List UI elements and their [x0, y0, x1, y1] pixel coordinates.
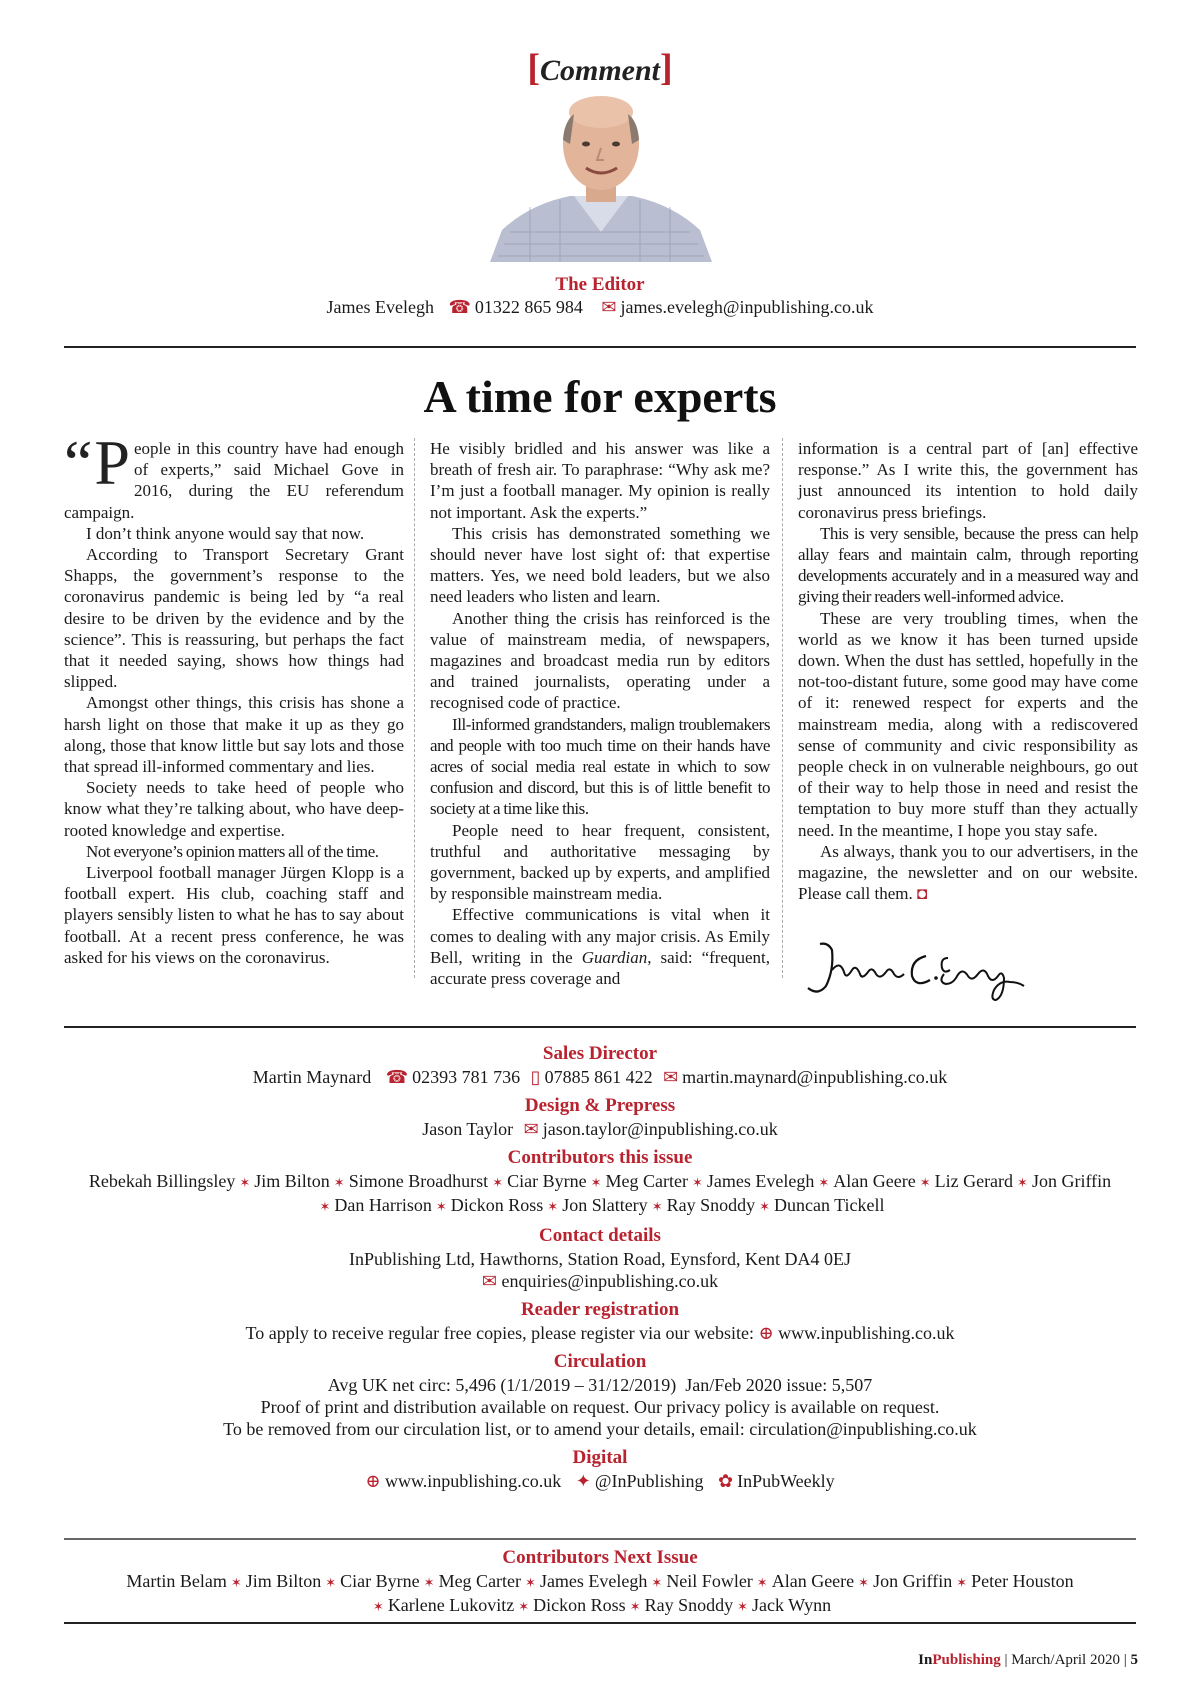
editor-title: The Editor: [555, 274, 645, 295]
contributor-name: Dan Harrison: [334, 1195, 432, 1215]
digital-line: [0, 1470, 1200, 1492]
text: , said: “frequent, accurate press coverage and: [430, 947, 770, 989]
contributors-line: [0, 1170, 1200, 1194]
end-mark-icon: ◘: [916, 884, 928, 904]
newsletter-icon: ✿: [717, 1471, 734, 1491]
separator-star-icon: ✶: [919, 1175, 931, 1190]
design-title: Design & Prepress: [524, 1095, 676, 1116]
divider-bottom: [64, 1622, 1136, 1624]
first-line: eople in this country have had: [134, 439, 348, 458]
twitter-icon: ✦: [575, 1471, 591, 1491]
phone-icon: ☎: [385, 1067, 409, 1087]
issue-date: March/April 2020: [1011, 1652, 1120, 1668]
first-para-rest: enough of experts,” said Michael Gove in 2016, during the EU referendum campaign.: [64, 439, 405, 522]
text: As always, thank you to our advertisers, in the magazine, the newsletter and on our website. Please call them.: [798, 841, 1138, 904]
circulation-title: Circulation: [553, 1351, 647, 1372]
paragraph: He visibly bridled and his answer was like a breath of fresh air. To paraphrase: “Why ask me? I’m just a football manager. My opinion is really not important. Ask the experts.”: [430, 439, 770, 522]
headline: A time for experts: [423, 371, 777, 422]
contributor-name: Ciar Byrne: [507, 1171, 587, 1191]
design-contact: [0, 1118, 1200, 1140]
email-icon: ✉: [663, 1067, 679, 1087]
page-footer: InPublishing | March/April 2020 | 5: [918, 1652, 1138, 1668]
column-divider: [414, 438, 415, 978]
contributor-name: Peter Houston: [971, 1571, 1074, 1591]
paragraph: [798, 841, 1138, 905]
contributor-name: Jon Griffin: [873, 1571, 953, 1591]
contributor-name: Meg Carter: [605, 1171, 688, 1191]
contributor-name: Dickon Ross: [533, 1595, 626, 1615]
mobile-icon: ▯: [530, 1067, 541, 1087]
separator-star-icon: ✶: [319, 1199, 331, 1214]
separator-star-icon: ✶: [691, 1175, 703, 1190]
column-divider: [782, 438, 783, 978]
separator-star-icon: ✶: [435, 1199, 447, 1214]
separator-star-icon: ✶: [525, 1575, 536, 1590]
publication-name: Guardian: [581, 947, 648, 967]
contributor-name: Jim Bilton: [254, 1171, 330, 1191]
separator-star-icon: ✶: [629, 1599, 641, 1614]
digital-url[interactable]: www.inpublishing.co.uk: [384, 1471, 562, 1491]
paragraph: Another thing the crisis has reinforced is the value of mainstream media, of newspapers, magazines and broadcast media run by editors and trained journalists, operating under a recognised code of practice.: [430, 608, 770, 713]
contributor-name: Martin Belam: [126, 1571, 227, 1591]
contact-email-line: [0, 1270, 1200, 1292]
paragraph: These are very troubling times, when the world as we know it has been turned upside down. When the dust has settled, hopefully in the not-too-distant future, some good may have come of it: renewed respect for experts and the mainstream media, along with a rediscovered sense of community and civic responsibility as people check in on vulnerable neighbours, go out of their way to help those in need and resist the temptation to buy more stuff than they actually need. In the meantime, I hope you stay safe.: [798, 608, 1138, 840]
circulation-removal: To be removed from our circulation list, or to amend your details, email: circulation@inpublishing.co.uk: [223, 1419, 977, 1439]
contributor-name: Neil Fowler: [666, 1571, 753, 1591]
contributor-name: Jim Bilton: [245, 1571, 322, 1591]
next-issue-box: [0, 1546, 1200, 1618]
separator-star-icon: ✶: [1017, 1175, 1028, 1190]
separator-star-icon: ✶: [651, 1575, 663, 1590]
contributor-name: Alan Geere: [771, 1571, 855, 1591]
separator-star-icon: ✶: [230, 1575, 242, 1590]
sales-name: Martin Maynard: [252, 1067, 372, 1087]
paragraph: Ill-informed grandstanders, malign troublemakers and people with too much time on their hands have acres of social media real estate in which to sow confusion and discord, but this is of little benefit to society at a time like this.: [430, 714, 770, 819]
divider-top: [64, 346, 1136, 348]
editor-photo: [490, 92, 712, 262]
contact-address: InPublishing Ltd, Hawthorns, Station Road, Eynsford, Kent DA4 0EJ: [349, 1249, 851, 1269]
contributor-name: Ciar Byrne: [340, 1571, 420, 1591]
design-email[interactable]: jason.taylor@inpublishing.co.uk: [542, 1119, 778, 1139]
editor-email[interactable]: james.evelegh@inpublishing.co.uk: [620, 297, 874, 317]
separator-star-icon: ✶: [492, 1175, 504, 1190]
paragraph: This is very sensible, because the press can help allay fears and maintain calm, through reporting developments accurately and in a measured way and giving their readers well-informed advice.: [798, 523, 1138, 607]
contributor-name: Jon Griffin: [1031, 1171, 1112, 1191]
sales-title: Sales Director: [542, 1043, 658, 1064]
sales-mobile[interactable]: 07885 861 422: [544, 1067, 653, 1087]
article-column-2: [430, 438, 770, 989]
paragraph: information is a central part of [an] effective response.” As I write this, the government has just announced its intention to hold daily coronavirus press briefings.: [798, 439, 1138, 522]
separator-star-icon: ✶: [818, 1175, 830, 1190]
editor-phone[interactable]: 01322 865 984: [474, 297, 583, 317]
brand-in: In: [918, 1652, 933, 1668]
open-quote-mark: “: [64, 427, 93, 498]
divider-middle: [64, 1026, 1136, 1028]
staff-box: [0, 1042, 1200, 1492]
contributor-name: Ray Snoddy: [666, 1195, 756, 1215]
design-name: Jason Taylor: [422, 1119, 514, 1139]
paragraph: Liverpool football manager Jürgen Klopp is a football expert. His club, coaching staff and players sensibly listen to what he has to say about football. At a recent press conference, he was asked for his views on the coronavirus.: [64, 863, 404, 967]
paragraph: [430, 904, 770, 989]
contributor-name: Dickon Ross: [450, 1195, 544, 1215]
paragraph: Amongst other things, this crisis has shone a harsh light on those that make it up as they go along, those that know little but say lots and those that spread ill-informed commentary and lies.: [64, 693, 404, 777]
contributor-name: James Evelegh: [706, 1171, 815, 1191]
article-column-3: [798, 438, 1138, 904]
separator-star-icon: ✶: [956, 1575, 968, 1590]
separator-star-icon: ✶: [737, 1599, 749, 1614]
page-number: 5: [1130, 1652, 1138, 1668]
next-contributors-line: [0, 1570, 1200, 1594]
paragraph: I don’t think anyone would say that now.: [86, 523, 365, 543]
separator-star-icon: ✶: [651, 1199, 663, 1214]
editor-name: James Evelegh: [326, 297, 434, 317]
drop-cap: P: [94, 427, 130, 498]
reader-text: To apply to receive regular free copies, please register via our website:: [245, 1323, 755, 1343]
contributor-name: Jon Slattery: [562, 1195, 648, 1215]
contributor-name: Meg Carter: [438, 1571, 522, 1591]
separator-star-icon: ✶: [333, 1175, 345, 1190]
email-icon: ✉: [523, 1119, 539, 1139]
separator-star-icon: ✶: [547, 1199, 559, 1214]
separator-star-icon: ✶: [518, 1599, 530, 1614]
contributors-line: [0, 1194, 1200, 1218]
contact-email[interactable]: enquiries@inpublishing.co.uk: [501, 1271, 719, 1291]
separator-star-icon: ✶: [372, 1599, 384, 1614]
divider-next-issue: [64, 1538, 1136, 1540]
paragraph: Society needs to take heed of people who know what they’re talking about, who have deep-rooted knowledge and expertise.: [64, 778, 404, 840]
brand-publishing: Publishing: [932, 1652, 1001, 1668]
phone-icon: ☎: [448, 297, 471, 317]
separator-star-icon: ✶: [423, 1575, 435, 1590]
digital-twitter[interactable]: @InPublishing: [594, 1471, 704, 1491]
reader-url[interactable]: www.inpublishing.co.uk: [778, 1323, 955, 1343]
contact-title: Contact details: [539, 1225, 661, 1246]
article-column-1: [64, 427, 405, 968]
separator-star-icon: ✶: [858, 1575, 870, 1590]
digital-newsletter[interactable]: InPubWeekly: [737, 1471, 835, 1491]
text: Effective communications is vital when it comes to dealing with any major crisis. As Emily Bell, writing in the: [430, 905, 770, 967]
paragraph: According to Transport Secretary Grant Shapps, the government’s response to the coronavirus pandemic is being led by “a real desire to be driven by the evidence and by the science”. This is reassuring, but perhaps the fact that it needed saying, shows how things had slipped.: [64, 545, 404, 692]
next-contributors-line: [0, 1594, 1200, 1618]
contributors-title: Contributors this issue: [507, 1147, 693, 1168]
globe-icon: ⊕: [758, 1323, 774, 1343]
contributor-name: Simone Broadhurst: [348, 1171, 489, 1191]
contributor-name: Jack Wynn: [752, 1595, 832, 1615]
separator-star-icon: ✶: [325, 1575, 337, 1590]
sales-phone[interactable]: 02393 781 736: [412, 1067, 521, 1087]
section-tag: [Comment]: [527, 47, 673, 89]
contributor-name: Liz Gerard: [934, 1171, 1014, 1191]
globe-icon: ⊕: [365, 1471, 381, 1491]
circulation-note: Proof of print and distribution available on request. Our privacy policy is available on request.: [260, 1397, 940, 1417]
contributor-name: Alan Geere: [833, 1171, 916, 1191]
paragraph: People need to hear frequent, consistent, truthful and authoritative messaging by government, backed up by experts, and amplified by responsible mainstream media.: [430, 820, 770, 904]
contributor-name: Rebekah Billingsley: [88, 1171, 236, 1191]
paragraph: Not everyone’s opinion matters all of the time.: [86, 841, 379, 861]
separator-star-icon: ✶: [590, 1175, 602, 1190]
email-icon: ✉: [481, 1271, 498, 1291]
paragraph: [64, 427, 405, 523]
section-label: Comment: [539, 54, 660, 87]
email-icon: ✉: [601, 297, 617, 317]
editor-signature: [798, 930, 1038, 1010]
sales-email[interactable]: martin.maynard@inpublishing.co.uk: [682, 1067, 948, 1087]
next-issue-title: Contributors Next Issue: [502, 1547, 698, 1568]
reader-title: Reader registration: [520, 1299, 680, 1320]
sales-contact: [0, 1066, 1200, 1088]
separator-star-icon: ✶: [759, 1199, 771, 1214]
contributor-name: James Evelegh: [539, 1571, 648, 1591]
contributor-name: Ray Snoddy: [644, 1595, 734, 1615]
digital-title: Digital: [572, 1447, 628, 1468]
editor-contact: [0, 297, 1200, 318]
paragraph: This crisis has demonstrated something we should never have lost sight of: that expertise matters. Yes, we need bold leaders, but we also need leaders who listen and learn.: [430, 523, 770, 607]
separator-star-icon: ✶: [756, 1575, 768, 1590]
separator-star-icon: ✶: [239, 1175, 251, 1190]
reader-line: [0, 1322, 1200, 1344]
circulation-figures: Avg UK net circ: 5,496 (1/1/2019 – 31/12/2019) Jan/Feb 2020 issue: 5,507: [327, 1375, 873, 1395]
contributor-name: Karlene Lukovitz: [387, 1595, 515, 1615]
contributor-name: Duncan Tickell: [774, 1195, 885, 1215]
